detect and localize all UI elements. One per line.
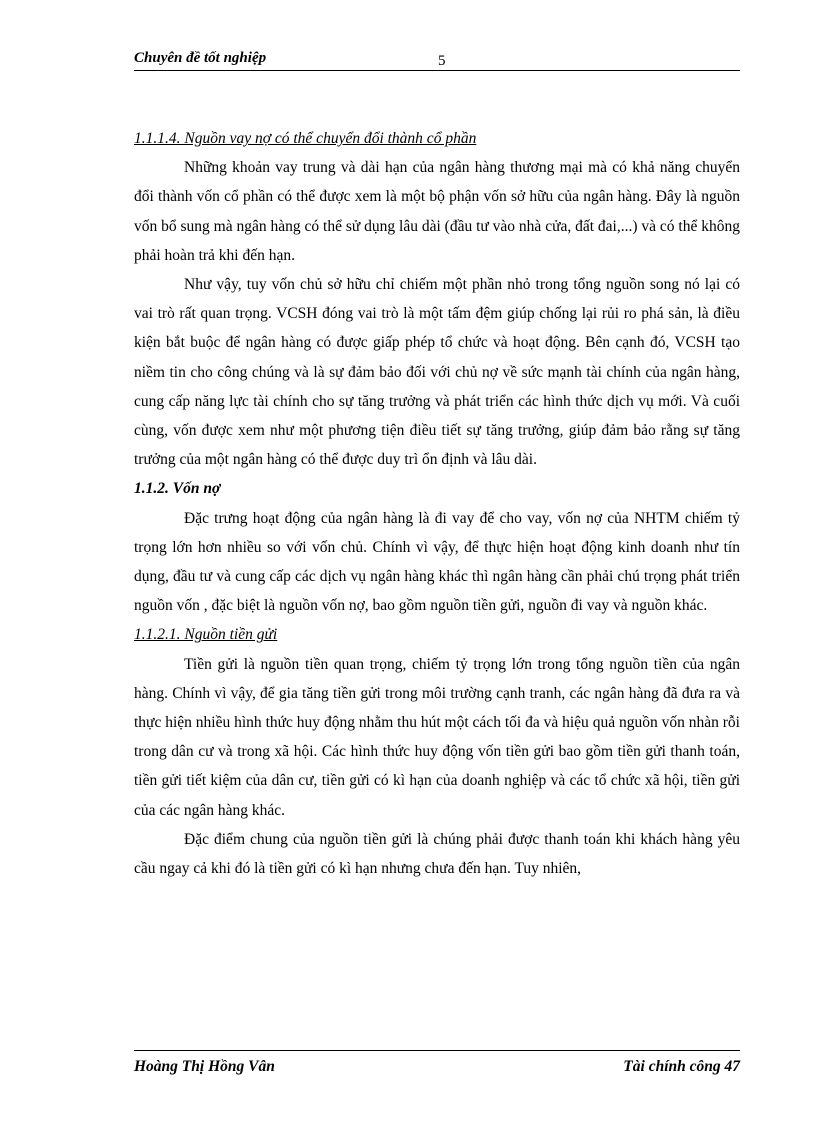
footer-author: Hoàng Thị Hồng Vân [134, 1058, 275, 1075]
page-header [134, 48, 740, 71]
paragraph-5: Đặc điểm chung của nguồn tiền gửi là chúng phải được thanh toán khi khách hàng yêu cầu ngay cả khi đó là tiền gửi có kì hạn nhưng chưa đến hạn. Tuy nhiên, [134, 830, 740, 878]
paragraph-1: Những khoản vay trung và dài hạn của ngân hàng thương mại mà có khả năng chuyển đổi thành vốn cổ phần có thể được xem là một bộ phận vốn sở hữu của ngân hàng. Đây là nguồn vốn bổ sung mà ngân hàng có thể sử dụng lâu dài (đầu tư vào nhà cửa, đất đai,...) và có thể không phải hoàn trả khi đến hạn. [134, 159, 740, 264]
footer-class: Tài chính công 47 [623, 1058, 740, 1075]
section-heading-1-1-2: 1.1.2. Vốn nợ [134, 480, 221, 498]
paragraph-2: Như vậy, tuy vốn chủ sở hữu chỉ chiếm một phần nhỏ trong tổng nguồn song nó lại có vai trò rất quan trọng. VCSH đóng vai trò là một tấm đệm giúp chống lại rủi ro phá sản, là điều kiện bắt buộc để ngân hàng có được giấp phép tổ chức và hoạt động. Bên cạnh đó, VCSH tạo niềm tin cho công chúng và là sự đảm bảo đối với chủ nợ về sức mạnh tài chính của ngân hàng, cung cấp năng lực tài chính cho sự tăng trưởng và phát triển các hình thức dịch vụ mới. Và cuối cùng, vốn được xem như một phương tiện điều tiết sự tăng trưởng, giúp đảm bảo rằng sự tăng trưởng của một ngân hàng có thể được duy trì ổn định và lâu dài. [134, 276, 740, 469]
section-heading-1-1-1-4: 1.1.1.4. Nguồn vay nợ có thể chuyển đổi thành cổ phần [134, 130, 477, 147]
paragraph-3: Đặc trưng hoạt động của ngân hàng là đi vay để cho vay, vốn nợ của NHTM chiếm tỷ trọng lớn hơn nhiều so với vốn chủ. Chính vì vậy, để thực hiện hoạt động kinh doanh như tín dụng, đầu tư và cung cấp các dịch vụ ngân hàng khác thì ngân hàng cần phải chú trọng phát triển nguồn vốn , đặc biệt là nguồn vốn nợ, bao gồm nguồn tiền gửi, nguồn đi vay và nguồn khác. [134, 509, 740, 615]
header-title: Chuyên đề tốt nghiệp [134, 50, 267, 66]
section-heading-1-1-2-1: 1.1.2.1. Nguồn tiền gửi [134, 626, 278, 644]
document-body [134, 124, 740, 883]
page-number: 5 [438, 53, 446, 69]
page-footer [134, 1050, 740, 1081]
paragraph-4: Tiền gửi là nguồn tiền quan trọng, chiếm tỷ trọng lớn trong tổng nguồn tiền của ngân hàng. Chính vì vậy, để gia tăng tiền gửi trong môi trường cạnh tranh, các ngân hàng đã đưa ra và thực hiện nhiều hình thức huy động nhằm thu hút một cách tối đa và hiệu quả nguồn vốn nhàn rỗi trong dân cư và trong xã hội. Các hình thức huy động vốn tiền gửi bao gồm tiền gửi thanh toán, tiền gửi tiết kiệm của dân cư, tiền gửi có kì hạn của doanh nghiệp và các tổ chức xã hội, tiền gửi của các ngân hàng khác. [134, 655, 740, 819]
